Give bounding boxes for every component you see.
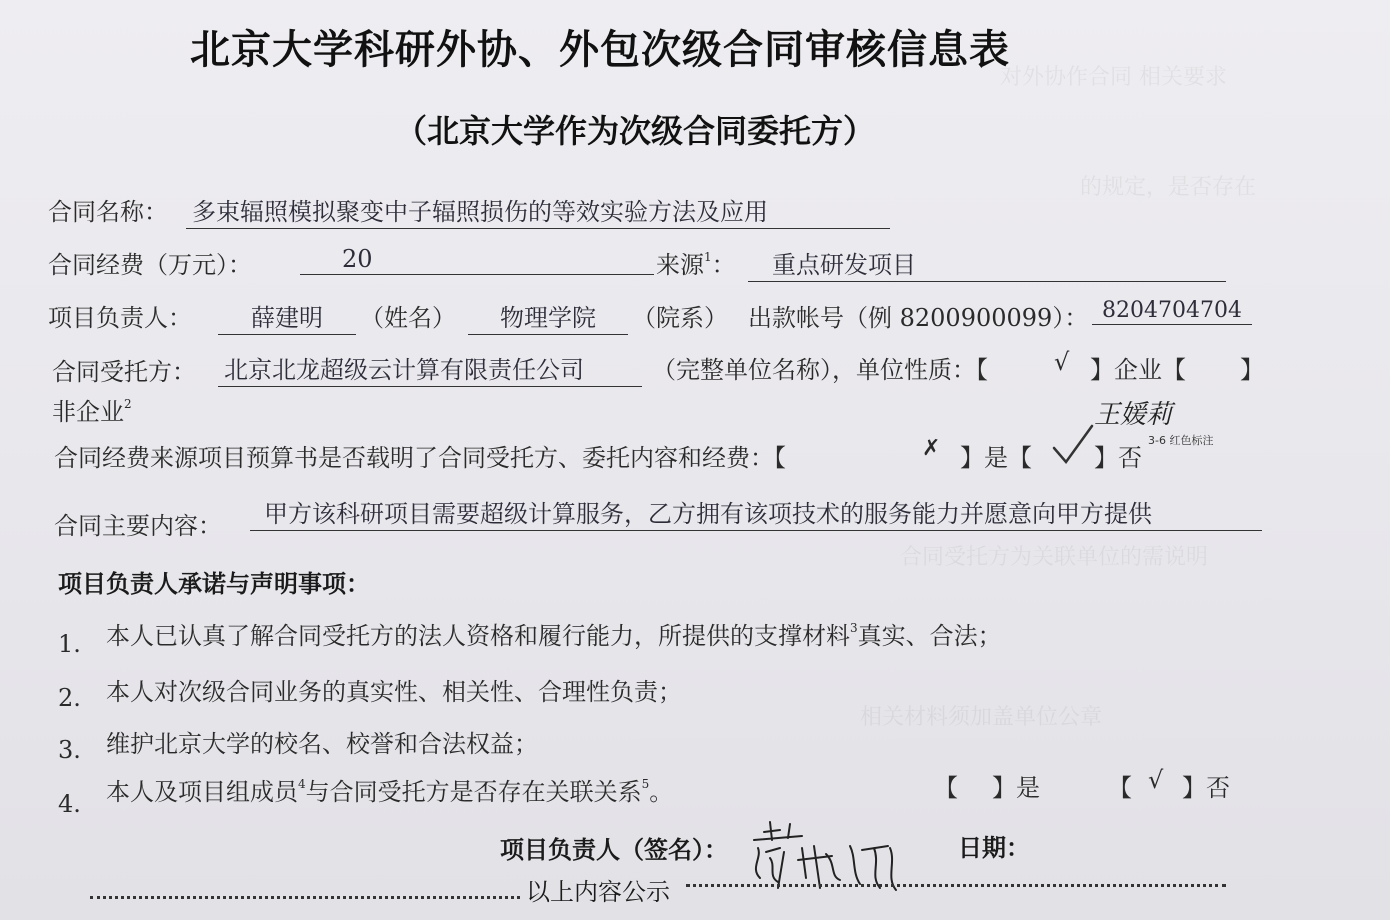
budget-no-label: 】否 [1094,444,1142,472]
pledge-item-1: 本人已认真了解合同受托方的法人资格和履行能力，所提供的支撑材料$^3$真实、合法； [106,621,1002,650]
date-label: 日期： [958,834,1030,862]
pledge-item-2: 本人对次级合同业务的真实性、相关性、合理性负责； [106,678,682,706]
pi-dept-field[interactable]: 物理学院 [468,298,628,335]
fee-label: 合同经费（万元）： [48,251,252,279]
q4-yes-option[interactable]: 】是 [992,774,1040,802]
footer-dotted-line-right [686,884,1226,887]
trustee-label: 合同受托方： [52,358,196,386]
source-label: 来源$^1$： [656,250,736,279]
trustee-field[interactable]: 北京北龙超级云计算有限责任公司 [218,350,642,387]
contract-name-field[interactable]: 多束辐照模拟聚变中子辐照损伤的等效实验方法及应用 [186,192,890,229]
public-notice-label: 以上内容公示 [526,878,670,906]
account-field[interactable]: 8204704704 [1092,298,1252,325]
pi-dept-suffix: （院系） [632,304,728,332]
content-label: 合同主要内容： [54,512,222,540]
form-title: 北京大学科研外协、外包次级合同审核信息表 [190,27,1010,73]
pledge-heading: 项目负责人承诺与声明事项： [58,570,370,598]
content-field[interactable]: 甲方该科研项目需要超级计算服务，乙方拥有该项技术的服务能力并愿意向甲方提供 [250,494,1262,531]
pi-name-suffix: （姓名） [360,304,456,332]
pi-label: 项目负责人： [48,304,192,332]
footer-dotted-line-left [90,896,520,899]
enterprise-check[interactable]: √ [1054,348,1070,376]
budget-question: 合同经费来源项目预算书是否载明了合同受托方、委托内容和经费：【 [54,444,786,472]
account-label: 出款帐号（例 8200900099）： [748,304,1089,332]
signature-label: 项目负责人（签名）： [500,836,728,864]
fee-field[interactable]: 20 [300,245,654,275]
pledge-item-1-num: 1. [58,630,81,658]
q4-no-option: 】否 [1182,774,1230,802]
form-subtitle: （北京大学作为次级合同委托方） [395,112,876,150]
form-page: 对外协作合同 相关要求 的规定，是否存在 合同受托方为关联单位的需说明 相关材料须加盖单位公章 北京大学科研外协、外包次级合同审核信息表 （北京大学作为次级合同委托方） 合同名称： 多束辐照模拟聚变中子辐照损伤的等效实验方法及应用 合同经费（万元）： 20 来源$^1$： 重点研发项目 项目负责人： 薛建明 （姓名） 物理学院 （院系） 出款帐号（例 8200900099）： 8204704704 合同受托方： 北京北龙超级云计算有限责任公司 （完整单位名称），单位性质：【 √ 】企业【 】 非企业$^2$ 合同经费来源项目预算书是否载明了合同受托方、委托内容和经费：【 ✗ 】是【 】否 王媛莉 3-6 红色标注 合同主要内容： 甲方该科研项目需要超级计算服务，乙方拥有该项技术的服务能力并愿意向甲方提供 项目负责人承诺与声明事项： 1. 本人已认真了解合同受托方的法人资格和履行能力，所提供的支撑材料$^3$真实、合法； 2. 本人对次级合同业务的真实性、相关性、合理性负责； 3. 维护北京大学的校名、校誉和合法权益； 4. 本人及项目组成员$^4$与合同受托方是否存在关联关系$^5$。 【 】是 【 √ 】否 项目负责人（签名）： 日期： 以上内容公示 [0,0,1390,920]
pledge-item-2-num: 2. [58,684,81,712]
pi-name-field[interactable]: 薛建明 [218,298,356,335]
budget-no-checkmark[interactable] [1050,422,1096,468]
q4-yes-open: 【 [934,774,958,802]
pledge-item-4: 本人及项目组成员$^4$与合同受托方是否存在关联关系$^5$。 [106,777,674,806]
non-enterprise-close: 】 [1240,356,1264,384]
source-field[interactable]: 重点研发项目 [748,245,1226,282]
enterprise-label: 】企业【 [1090,356,1186,384]
budget-yes-label: 】是【 [960,444,1032,472]
annotation-note: 3-6 红色标注 [1148,434,1214,447]
pledge-item-4-num: 4. [58,790,81,818]
q4-no-open: 【 [1108,774,1132,802]
pledge-item-3: 维护北京大学的校名、校誉和合法权益； [106,730,538,758]
contract-name-label: 合同名称： [48,198,168,226]
q4-no-check[interactable]: √ [1148,766,1164,794]
non-enterprise-label: 非企业$^2$ [52,397,132,426]
trustee-suffix: （完整单位名称），单位性质：【 [652,356,988,384]
reviewer-annotation: 王媛莉 [1094,400,1173,430]
pledge-item-3-num: 3. [58,736,81,764]
budget-yes-mark[interactable]: ✗ [922,436,941,461]
